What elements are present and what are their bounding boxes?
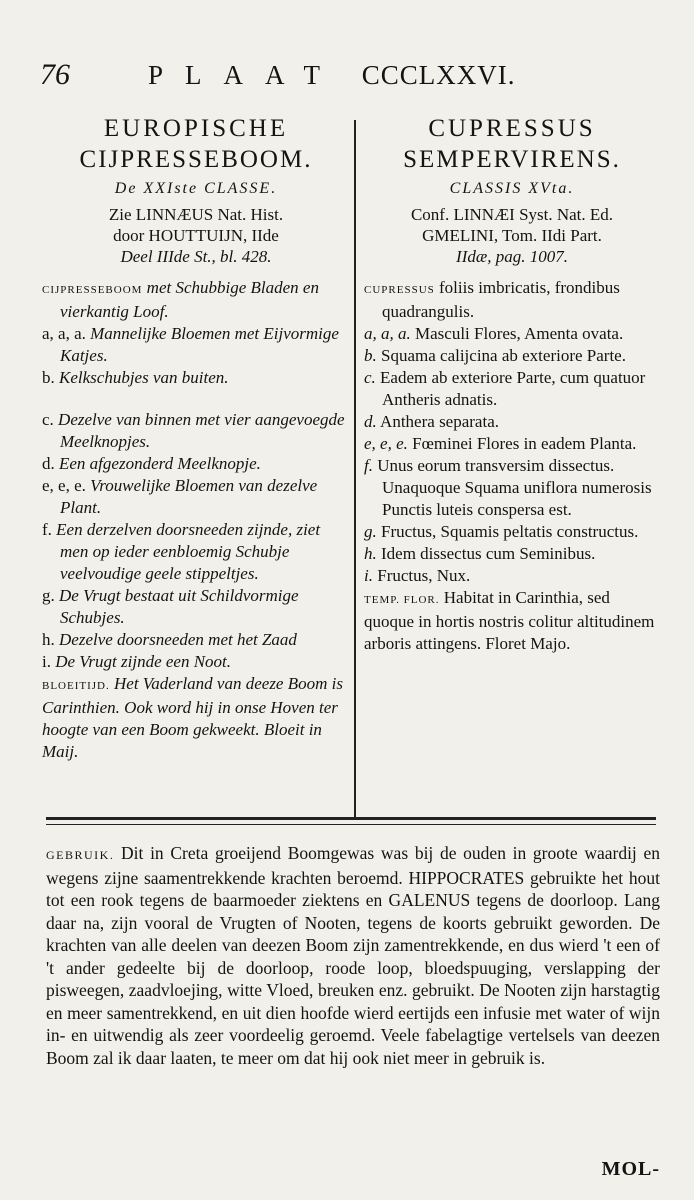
entry-label: h.	[42, 630, 55, 649]
section-rule-thick	[46, 817, 656, 820]
right-classis: CLASSIS XVta.	[449, 180, 575, 197]
entry-text: Fœminei Flores in eadem Planta.	[407, 434, 637, 453]
page-number: 76	[40, 58, 70, 91]
right-column	[364, 114, 660, 655]
entry-label: h.	[364, 544, 377, 563]
entry-text: Dezelve doorsneeden met het Zaad	[54, 630, 297, 649]
entry-text: Masculi Flores, Amenta ovata.	[410, 324, 624, 343]
right-entry	[364, 345, 660, 367]
right-entry	[364, 455, 660, 521]
right-title-1: CUPRESSUS	[428, 115, 596, 142]
entry-label: CUPRESSUS	[364, 284, 435, 296]
entry-text: Squama calijcina ab exteriore Parte.	[376, 346, 626, 365]
entry-text: Idem dissectus cum Seminibus.	[376, 544, 596, 563]
entry-label: b.	[364, 346, 377, 365]
usage-text: Dit in Creta groeijend Boomgewas was bij de ouden in groote waardij en wegens zijne saamentrekkende krachten beroemd. HIPPOCRATES gebruikte het hout tot een rook tegens de baarmoeder ziektens en GALENUS tegens de doorloop. Lang daar na, zijn vooral de Vrugten of Nooten, tegens de koorts gebruikt geworden. De krachten van alle deelen van deezen Boom zijn zamentrekkende, en dus wierd 't een of 't ander gedeelte bij de doorloop, roode loop, bloedspuuging, verslapping der pisweegen, zaadvloejing, witte Vloed, breuken enz. gebruikt. De Nooten zijn harstagtig en meer samentrekkend, en uit dien hoofde wierd eertijds een infusie met water of wijn in- en uitwendig als zeer voordeelig geroemd. Veele fabelagtige vertelsels van deezen Boom zal ik daar laaten, te meer om dat hij ook niet meer in gebruik is.	[46, 843, 660, 1068]
entry-label: CIJPRESSEBOOM	[42, 284, 143, 296]
plate-heading	[148, 60, 516, 91]
left-reference	[42, 204, 350, 267]
entry-text: Fructus, Nux.	[372, 566, 471, 585]
left-entry	[42, 323, 350, 367]
plate-word: PLAAT	[148, 60, 343, 90]
right-ref-line-2: GMELINI, Tom. IIdi Part.	[422, 226, 602, 245]
entry-label: d.	[42, 454, 55, 473]
left-entries	[42, 277, 350, 763]
left-ref-line-2: door HOUTTUIJN, IIde	[113, 226, 279, 245]
right-entry	[364, 543, 660, 565]
left-title-1: EUROPISCHE	[103, 115, 289, 142]
entry-text: Unus eorum transversim dissectus. Unaquoque Squama uniflora numerosis Punctis luteis conspersa est.	[372, 456, 652, 519]
usage-paragraph	[46, 842, 660, 1069]
entry-text: Het Vaderland van deeze Boom is Carinthien. Ook word hij in onse Hoven ter hoogte van een Boom gekweekt. Bloeit in Maij.	[42, 674, 343, 761]
left-entry	[42, 409, 350, 453]
entry-text: De Vrugt bestaat uit Schildvormige Schubjes.	[54, 586, 299, 627]
left-ref-line-1: Zie LINNÆUS Nat. Hist.	[108, 205, 284, 224]
right-entry-flowering	[364, 587, 660, 655]
entry-text: Eadem ab exteriore Parte, cum quatuor Antheris adnatis.	[375, 368, 646, 409]
left-entry	[42, 629, 350, 651]
entry-text: Kelkschubjes van buiten.	[54, 368, 229, 387]
entry-text: Dezelve van binnen met vier aangevoegde Meelknopjes.	[53, 410, 345, 451]
entry-text: Habitat in Carinthia, sed quoque in hortis nostris colitur altitudinem arboris attingens. Floret Majo.	[364, 588, 655, 653]
left-ref-line-3: Deel IIIde St., bl. 428.	[120, 247, 272, 266]
entry-label: d.	[364, 412, 377, 431]
left-entry	[42, 453, 350, 475]
entry-text: met Schubbige Bladen en vierkantig Loof.	[60, 278, 319, 321]
right-entry	[364, 323, 660, 345]
entry-label: f.	[42, 520, 52, 539]
right-entry	[364, 277, 660, 323]
right-entries	[364, 277, 660, 655]
entry-label: TEMP. FLOR.	[364, 594, 440, 606]
right-title-2: SEMPERVIRENS.	[403, 146, 621, 173]
catchword: MOL-	[601, 1158, 660, 1180]
entry-text: Mannelijke Bloemen met Eijvormige Katjes.	[60, 324, 339, 365]
left-entry	[42, 367, 350, 389]
entry-text: Anthera separata.	[376, 412, 499, 431]
right-entry	[364, 411, 660, 433]
entry-text: Een derzelven doorsneeden zijnde, ziet men op ieder eenbloemig Schubje veelvoudige geele stippeltjes.	[51, 520, 321, 583]
section-rule-thin	[46, 824, 656, 825]
entry-label: e, e, e.	[364, 434, 408, 453]
entry-label: b.	[42, 368, 55, 387]
right-ref-line-1: Conf. LINNÆI Syst. Nat. Ed.	[410, 205, 614, 224]
left-entry	[42, 585, 350, 629]
plate-number: CCCLXXVI.	[361, 60, 516, 90]
right-ref-line-3: IIdæ, pag. 1007.	[456, 247, 568, 266]
entry-text: foliis imbricatis, frondibus quadrangulis.	[382, 278, 620, 321]
right-reference	[364, 204, 660, 267]
entry-label: f.	[364, 456, 373, 475]
entry-label: c.	[42, 410, 54, 429]
entry-label: BLOEITIJD.	[42, 680, 110, 692]
entry-label: i.	[42, 652, 51, 671]
entry-text: De Vrugt zijnde een Noot.	[50, 652, 232, 671]
entry-text: Vrouwelijke Bloemen van dezelve Plant.	[60, 476, 318, 517]
entry-label: a, a, a.	[364, 324, 411, 343]
right-entry	[364, 565, 660, 587]
left-column	[42, 114, 350, 763]
entry-label: i.	[364, 566, 373, 585]
column-divider	[354, 120, 356, 820]
left-entry	[42, 475, 350, 519]
left-entry	[42, 519, 350, 585]
entry-label: g.	[42, 586, 55, 605]
entry-label: g.	[364, 522, 377, 541]
entry-text: Een afgezonderd Meelknopje.	[54, 454, 261, 473]
entry-label: e, e, e.	[42, 476, 86, 495]
left-entry	[42, 651, 350, 673]
left-entry	[42, 277, 350, 323]
entry-text: Fructus, Squamis peltatis constructus.	[376, 522, 639, 541]
right-entry	[364, 433, 660, 455]
page-header	[40, 58, 640, 102]
entry-label: a, a, a.	[42, 324, 86, 343]
left-entry-flowering	[42, 673, 350, 763]
right-entry	[364, 521, 660, 543]
right-entry	[364, 367, 660, 411]
usage-label: GEBRUIK.	[46, 848, 115, 862]
left-title-2: CIJPRESSEBOOM.	[79, 146, 313, 173]
left-classis: De XXIste CLASSE.	[114, 180, 278, 197]
entry-label: c.	[364, 368, 376, 387]
